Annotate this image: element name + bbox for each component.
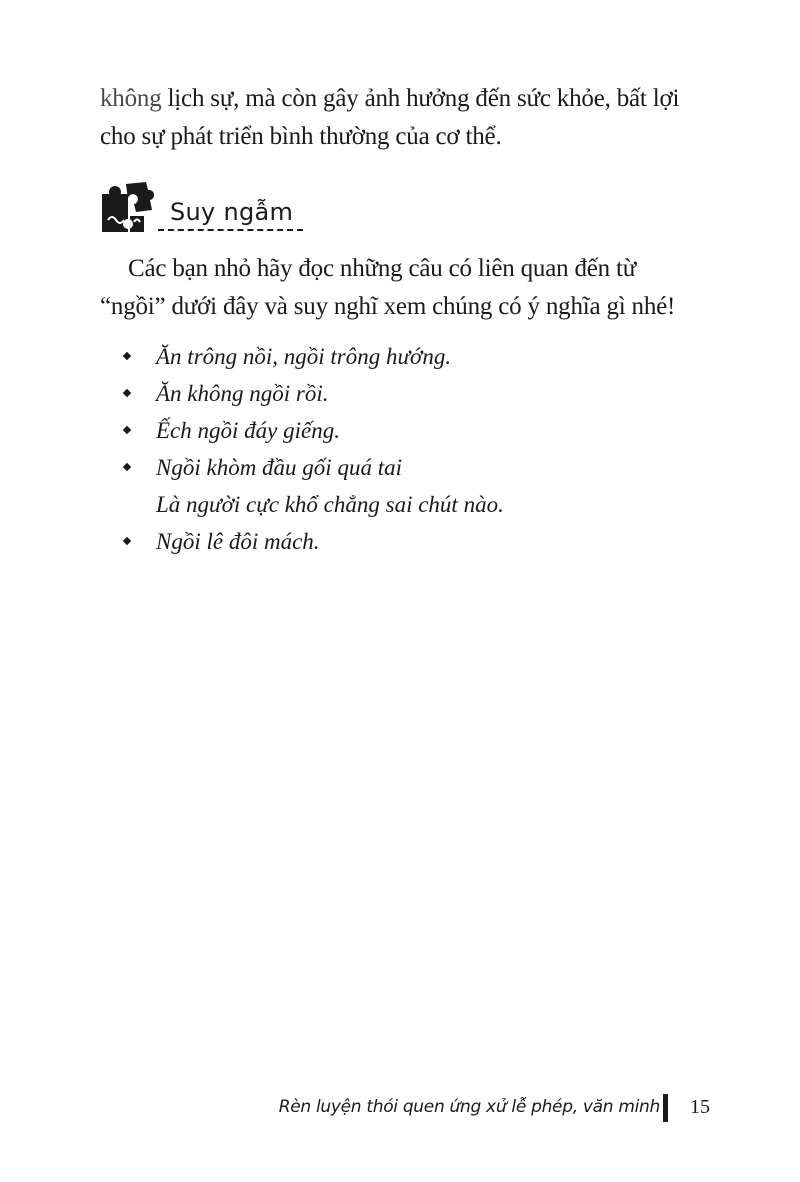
list-item bbox=[120, 338, 504, 375]
prompt-paragraph bbox=[100, 250, 720, 326]
intro-line-1-rest: lịch sự, mà còn gây ảnh hưởng đến sức khỏe, bất lợi bbox=[161, 85, 680, 112]
intro-line-2: cho sự phát triển bình thường của cơ thể. bbox=[100, 123, 502, 150]
prompt-line-2: “ngồi” dưới đây và suy nghĩ xem chúng có ý nghĩa gì nhé! bbox=[100, 293, 676, 320]
section-title: Suy ngẫm bbox=[170, 198, 294, 226]
saying-text: Ếch ngồi đáy giếng. bbox=[156, 418, 340, 443]
prompt-line-1: Các bạn nhỏ hãy đọc những câu có liên quan đến từ bbox=[128, 255, 637, 282]
intro-paragraph bbox=[100, 80, 720, 156]
section-title-rule bbox=[158, 229, 303, 231]
page-footer bbox=[0, 1090, 800, 1130]
saying-text: Ăn không ngồi rồi. bbox=[156, 381, 329, 406]
section-heading bbox=[100, 180, 320, 240]
diamond-bullet-icon bbox=[123, 463, 131, 471]
intro-line-1 bbox=[100, 80, 720, 118]
diamond-bullet-icon bbox=[123, 389, 131, 397]
saying-text: Ngồi lê đôi mách. bbox=[156, 529, 320, 554]
diamond-bullet-icon bbox=[123, 352, 131, 360]
diamond-bullet-icon bbox=[123, 426, 131, 434]
list-item bbox=[120, 449, 504, 523]
page-number: 15 bbox=[690, 1096, 710, 1118]
sayings-list bbox=[120, 338, 504, 560]
list-item bbox=[120, 523, 504, 560]
running-footer-title: Rèn luyện thói quen ứng xử lễ phép, văn minh bbox=[278, 1097, 660, 1117]
footer-divider bbox=[663, 1094, 668, 1122]
puzzle-icon bbox=[100, 180, 156, 236]
intro-first-word: không bbox=[100, 85, 162, 112]
diamond-bullet-icon bbox=[123, 537, 131, 545]
saying-continuation: Là người cực khổ chẳng sai chút nào. bbox=[156, 492, 504, 517]
list-item bbox=[120, 412, 504, 449]
saying-text: Ngồi khòm đầu gối quá tai bbox=[156, 455, 402, 480]
list-item bbox=[120, 375, 504, 412]
saying-text: Ăn trông nồi, ngồi trông hướng. bbox=[156, 344, 452, 369]
